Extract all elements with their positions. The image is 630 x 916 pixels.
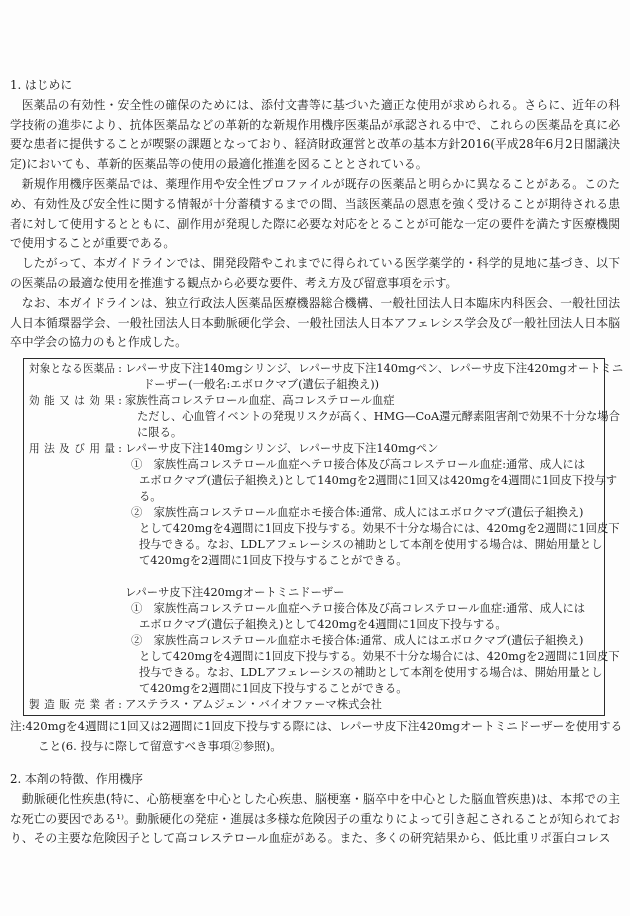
row-label: 対象となる医薬品 (29, 363, 115, 376)
paragraph: 新規作用機序医薬品では、薬理作用や安全性プロファイルが既存の医薬品と明らかに異なることがある。このため、有効性及び安全性に関する情報が十分蓄積するまでの間、当該医薬品の恩恵を強く受けることが期待される患者に対して使用するとともに、副作用が発現した際に必要な対応をとることが可能な一定の要件を満たす医療機関で使用することが重要である。 (10, 176, 620, 251)
content-line: エボロクマブ(遺伝子組換え)として140mgを2週間に1回又は420mgを4週間に1回皮下投与す (139, 474, 618, 488)
note-line: 注:420mgを4週間に1回又は2週間に1回皮下投与する際には、レパーサ皮下注420mgオートミニドーザーを使用する (10, 719, 623, 734)
section-2-paragraphs (10, 790, 620, 849)
table-row (28, 361, 624, 393)
row-label-colon: : (118, 698, 122, 712)
table-row (28, 441, 620, 697)
footnote (10, 717, 623, 756)
content-line: レパーサ皮下注140mgシリンジ、レパーサ皮下注140mgペン、レパーサ皮下注420mgオートミニ (125, 362, 624, 376)
content-line: 家族性高コレステロール血症、高コレステロール血症 (125, 394, 395, 408)
table-row (28, 393, 620, 441)
content-line: ただし、心血管イベントの発現リスクが高く、HMG—CoA還元酵素阻害剤で効果不十分な場合 (137, 410, 620, 424)
paragraph: したがって、本ガイドラインでは、開発段階やこれまでに得られている医学薬学的・科学的見地に基づき、以下の医薬品の最適な使用を推進する観点から必要な要件、考え方及び留意事項を示す。 (10, 256, 620, 290)
content-line: エボロクマブ(遺伝子組換え)として420mgを4週間に1回皮下投与する。 (139, 618, 507, 632)
section-introduction (10, 76, 620, 353)
section-2-heading: 2. 本剤の特徴、作用機序 (10, 771, 143, 786)
content-line: に限る。 (137, 426, 183, 440)
content-line: て420mgを2週間に1回皮下投与することができる。 (139, 682, 408, 696)
paragraph: なお、本ガイドラインは、独立行政法人医薬品医療機器総合機構、一般社団法人日本臨床内科医会、一般社団法人日本循環器学会、一般社団法人日本動脈硬化学会、一般社団法人日本アフェレシス学会及び一般社団法人日本脳卒中学会の協力のもと作成した。 (10, 295, 620, 350)
content-line: アステラス・アムジェン・バイオファーマ株式会社 (125, 698, 382, 712)
row-content (125, 361, 624, 393)
row-label: 用法及び用量 (29, 443, 115, 456)
section-features (10, 770, 620, 849)
content-line: として420mgを4週間に1回皮下投与する。効果不十分な場合には、420mgを2週間に1回皮下 (139, 650, 620, 664)
note-line: こと(6. 投与に際して留意すべき事項②参照)。 (38, 738, 282, 753)
content-line (125, 569, 600, 585)
content-line: レパーサ皮下注420mgオートミニドーザー (125, 586, 345, 600)
content-line: て420mgを2週間に1回皮下投与することができる。 (139, 554, 408, 568)
section-1-paragraphs (10, 96, 620, 353)
row-label-colon: : (118, 362, 122, 376)
drug-info-table (23, 358, 624, 716)
content-line: 投与できる。なお、LDLアフェレーシスの補助として本剤を使用する場合は、開始用量とし (139, 666, 603, 680)
content-line: として420mgを4週間に1回皮下投与する。効果不十分な場合には、420mgを2週間に1回皮下 (139, 522, 620, 536)
content-line: ② 家族性高コレステロール血症ホモ接合体:通常、成人にはエボロクマブ(遺伝子組換え) (131, 634, 584, 648)
row-label: 効能又は効果 (29, 395, 115, 408)
row-label-colon: : (118, 394, 122, 408)
row-label-colon: : (118, 442, 122, 456)
paragraph: 医薬品の有効性・安全性の確保のためには、添付文書等に基づいた適正な使用が求められる。さらに、近年の科学技術の進歩により、抗体医薬品などの革新的な新規作用機序医薬品が承認される中で、これらの医薬品を真に必要な患者に提供することが喫緊の課題となっており、経済財政運営と改革の基本方針2016(平成28年6月2日閣議決定)においても、革新的医薬品等の使用の最適化推進を図ることとされている。 (10, 97, 620, 172)
row-content (125, 393, 620, 441)
content-line: 投与できる。なお、LDLアフェレーシスの補助として本剤を使用する場合は、開始用量とし (139, 538, 603, 552)
section-1-heading: 1. はじめに (10, 78, 73, 92)
content-line: ドーザー(一般名:エボロクマブ(遺伝子組換え)) (143, 378, 380, 392)
content-line: ① 家族性高コレステロール血症ヘテロ接合体及び高コレステロール血症:通常、成人には (131, 602, 586, 616)
content-line: レパーサ皮下注140mgシリンジ、レパーサ皮下注140mgペン (125, 442, 439, 456)
row-content (125, 441, 620, 697)
content-line: る。 (139, 490, 162, 504)
content-line: ② 家族性高コレステロール血症ホモ接合体:通常、成人にはエボロクマブ(遺伝子組換え) (131, 506, 584, 520)
row-content (125, 697, 600, 713)
paragraph: 動脈硬化性疾患(特に、心筋梗塞を中心とした心疾患、脳梗塞・脳卒中を中心とした脳血管疾患)は、本邦での主な死亡の要因である¹⁾。動脈硬化の発症・進展は多様な危険因子の重なりによって引き起こされることが知られており、その主要な危険因子として高コレステロール血症がある。また、多くの研究結果から、低比重リポ蛋白コレス (10, 791, 620, 846)
row-label: 製造販売業者 (29, 699, 115, 712)
table-row (28, 697, 600, 713)
content-line: ① 家族性高コレステロール血症ヘテロ接合体及び高コレステロール血症:通常、成人には (131, 458, 586, 472)
